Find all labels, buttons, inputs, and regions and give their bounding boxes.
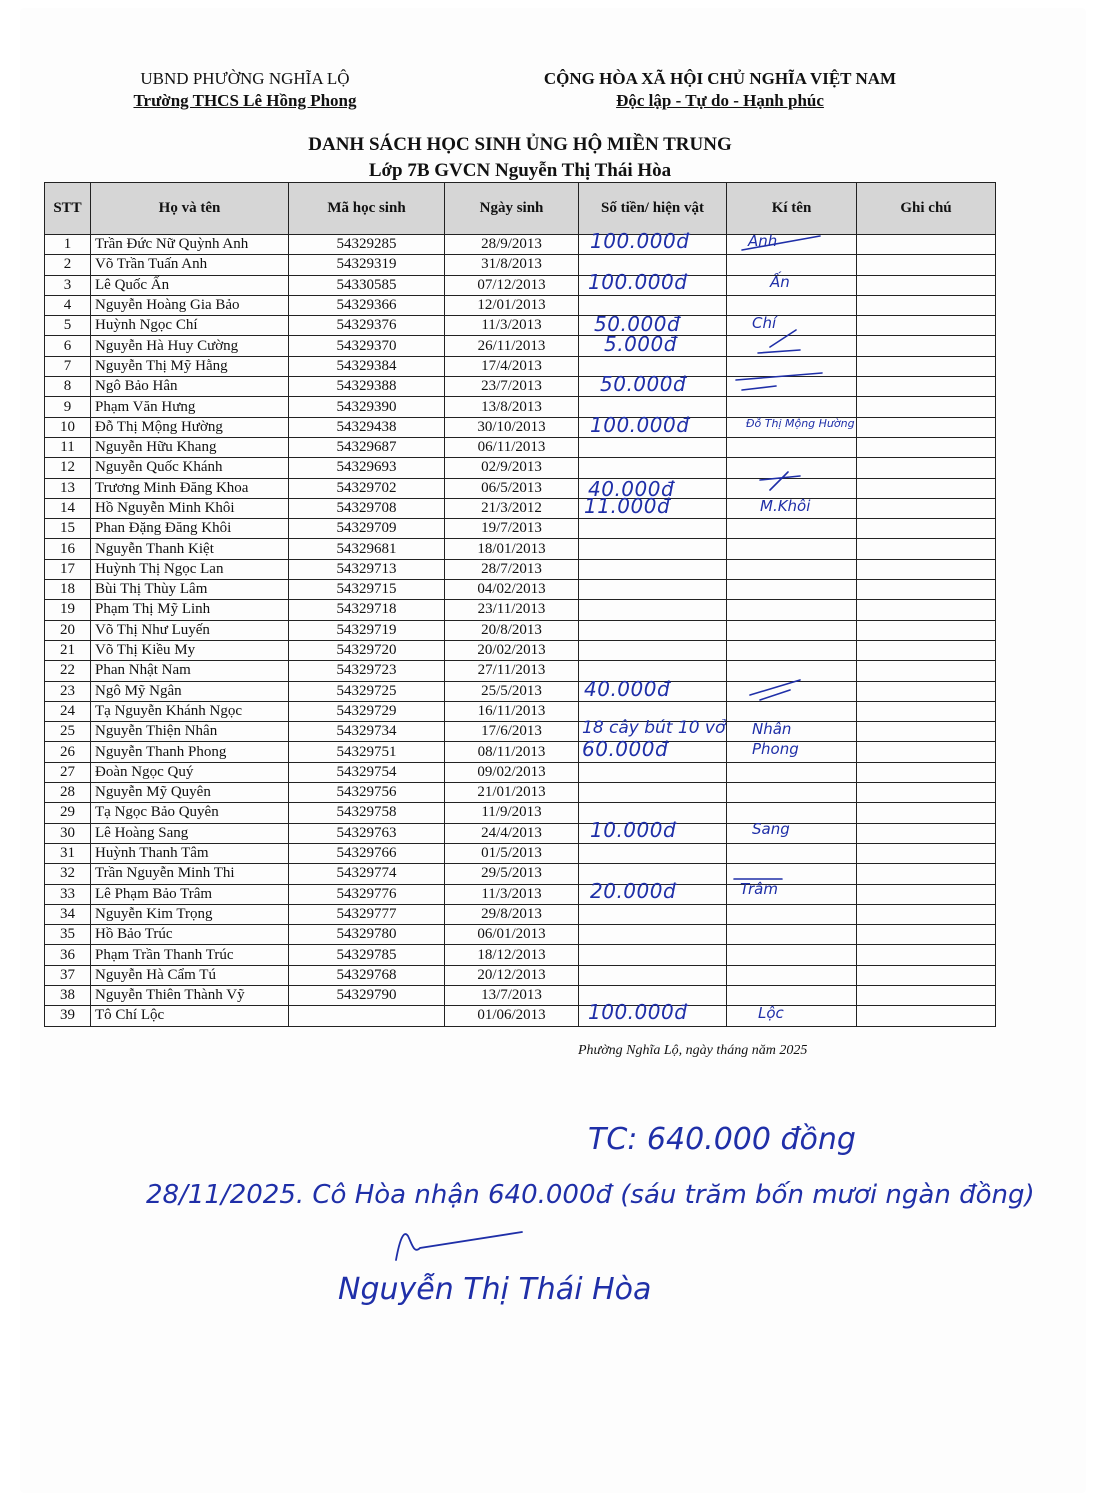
- row-birthdate: 12/01/2013: [445, 295, 579, 315]
- row-name: Tạ Nguyễn Khánh Ngọc: [91, 701, 289, 721]
- row-stt: 3: [45, 275, 91, 295]
- row-birthdate: 18/01/2013: [445, 539, 579, 559]
- row-name: Lê Quốc Ấn: [91, 275, 289, 295]
- row-name: Trần Đức Nữ Quỳnh Anh: [91, 235, 289, 255]
- row-name: Huỳnh Thị Ngọc Lan: [91, 559, 289, 579]
- row-name: Nguyễn Hữu Khang: [91, 437, 289, 457]
- row-name: Phạm Trần Thanh Trúc: [91, 945, 289, 965]
- row-student-id: 54329734: [289, 722, 445, 742]
- row-name: Trương Minh Đăng Khoa: [91, 478, 289, 498]
- handwritten-signature: Sang: [752, 820, 790, 838]
- row-birthdate: 28/7/2013: [445, 559, 579, 579]
- row-student-id: 54329709: [289, 519, 445, 539]
- row-name: Tạ Ngọc Bảo Quyên: [91, 803, 289, 823]
- row-student-id: 54329754: [289, 762, 445, 782]
- handwritten-amount: 5.000đ: [604, 332, 677, 356]
- row-stt: 29: [45, 803, 91, 823]
- row-name: Phan Nhật Nam: [91, 661, 289, 681]
- row-stt: 12: [45, 458, 91, 478]
- row-stt: 31: [45, 843, 91, 863]
- row-student-id: 54329715: [289, 580, 445, 600]
- row-student-id: 54329693: [289, 458, 445, 478]
- col-header-signature: Kí tên: [727, 183, 857, 235]
- row-name: Nguyễn Mỹ Quyên: [91, 783, 289, 803]
- row-stt: 20: [45, 620, 91, 640]
- row-student-id: 54329376: [289, 316, 445, 336]
- row-birthdate: 21/01/2013: [445, 783, 579, 803]
- row-name: Huỳnh Thanh Tâm: [91, 843, 289, 863]
- motto: Độc lập - Tự do - Hạnh phúc: [616, 91, 824, 110]
- row-birthdate: 30/10/2013: [445, 417, 579, 437]
- title-class: Lớp 7B GVCN Nguyễn Thị Thái Hòa: [368, 160, 672, 181]
- row-stt: 24: [45, 701, 91, 721]
- row-name: Hồ Bảo Trúc: [91, 925, 289, 945]
- row-student-id: 54329285: [289, 235, 445, 255]
- row-stt: 33: [45, 884, 91, 904]
- row-student-id: 54329681: [289, 539, 445, 559]
- row-name: Lê Phạm Bảo Trâm: [91, 884, 289, 904]
- row-stt: 26: [45, 742, 91, 762]
- row-student-id: 54329702: [289, 478, 445, 498]
- school-name: Trường THCS Lê Hồng Phong: [133, 91, 357, 110]
- row-stt: 15: [45, 519, 91, 539]
- row-student-id: 54329388: [289, 377, 445, 397]
- handwritten-amount: 20.000đ: [590, 879, 677, 903]
- row-stt: 17: [45, 559, 91, 579]
- row-student-id: 54329766: [289, 843, 445, 863]
- handwritten-amount: 18 cây bút 10 vở: [582, 718, 726, 738]
- handwritten-receipt-note: 28/11/2025. Cô Hòa nhận 640.000đ (sáu trăm bốn mươi ngàn đồng): [146, 1180, 1035, 1210]
- row-stt: 30: [45, 823, 91, 843]
- row-stt: 36: [45, 945, 91, 965]
- row-stt: 2: [45, 255, 91, 275]
- col-header-student-id: Mã học sinh: [289, 183, 445, 235]
- row-student-id: 54329720: [289, 640, 445, 660]
- col-header-stt: STT: [45, 183, 91, 235]
- row-stt: 7: [45, 356, 91, 376]
- col-header-amount: Số tiền/ hiện vật: [579, 183, 727, 235]
- row-stt: 5: [45, 316, 91, 336]
- handwritten-amount: 100.000đ: [588, 270, 688, 294]
- row-name: Nguyễn Quốc Khánh: [91, 458, 289, 478]
- handwritten-signature: Phong: [752, 740, 799, 758]
- authority-name: UBND PHƯỜNG NGHĨA LỘ: [140, 69, 350, 88]
- row-stt: 8: [45, 377, 91, 397]
- country-name: CỘNG HÒA XÃ HỘI CHỦ NGHĨA VIỆT NAM: [543, 69, 897, 88]
- row-birthdate: 20/12/2013: [445, 965, 579, 985]
- row-stt: 28: [45, 783, 91, 803]
- row-name: Đoàn Ngọc Quý: [91, 762, 289, 782]
- handwritten-signature: Anh: [748, 232, 778, 250]
- row-birthdate: 18/12/2013: [445, 945, 579, 965]
- row-birthdate: 26/11/2013: [445, 336, 579, 356]
- handwritten-signature: Chí: [752, 314, 777, 332]
- row-birthdate: 25/5/2013: [445, 681, 579, 701]
- row-birthdate: 01/5/2013: [445, 843, 579, 863]
- row-name: Võ Trần Tuấn Anh: [91, 255, 289, 275]
- row-student-id: 54329708: [289, 498, 445, 518]
- row-birthdate: 07/12/2013: [445, 275, 579, 295]
- handwritten-amount: 60.000đ: [582, 737, 669, 761]
- row-name: Ngô Bảo Hân: [91, 377, 289, 397]
- handwritten-signature: Trâm: [740, 880, 778, 898]
- row-name: Võ Thị Kiều My: [91, 640, 289, 660]
- row-birthdate: 19/7/2013: [445, 519, 579, 539]
- handwritten-signer-name: Nguyễn Thị Thái Hòa: [338, 1272, 652, 1307]
- row-student-id: 54329751: [289, 742, 445, 762]
- row-birthdate: 29/5/2013: [445, 864, 579, 884]
- row-name: Bùi Thị Thùy Lâm: [91, 580, 289, 600]
- row-birthdate: 16/11/2013: [445, 701, 579, 721]
- row-student-id: 54329723: [289, 661, 445, 681]
- row-birthdate: 24/4/2013: [445, 823, 579, 843]
- row-student-id: 54329438: [289, 417, 445, 437]
- handwritten-signature: M.Khôi: [760, 497, 811, 515]
- handwritten-total: TC: 640.000 đồng: [588, 1122, 856, 1157]
- row-student-id: 54329713: [289, 559, 445, 579]
- row-stt: 34: [45, 904, 91, 924]
- row-birthdate: 27/11/2013: [445, 661, 579, 681]
- row-birthdate: 13/8/2013: [445, 397, 579, 417]
- handwritten-signature: Ấn: [770, 273, 790, 291]
- row-name: Tô Chí Lộc: [91, 1006, 289, 1026]
- row-name: Trần Nguyễn Minh Thi: [91, 864, 289, 884]
- row-name: Ngô Mỹ Ngân: [91, 681, 289, 701]
- handwritten-signature: Nhân: [752, 720, 792, 738]
- handwritten-signature: Lộc: [758, 1004, 784, 1022]
- row-stt: 9: [45, 397, 91, 417]
- row-name: Nguyễn Thị Mỹ Hằng: [91, 356, 289, 376]
- row-stt: 27: [45, 762, 91, 782]
- row-student-id: 54329785: [289, 945, 445, 965]
- row-student-id: 54329790: [289, 985, 445, 1005]
- row-birthdate: 20/8/2013: [445, 620, 579, 640]
- row-birthdate: 11/3/2013: [445, 884, 579, 904]
- row-stt: 18: [45, 580, 91, 600]
- row-birthdate: 17/6/2013: [445, 722, 579, 742]
- row-stt: 1: [45, 235, 91, 255]
- row-birthdate: 02/9/2013: [445, 458, 579, 478]
- row-stt: 14: [45, 498, 91, 518]
- row-student-id: 54329370: [289, 336, 445, 356]
- row-student-id: 54329768: [289, 965, 445, 985]
- row-birthdate: 28/9/2013: [445, 235, 579, 255]
- row-stt: 38: [45, 985, 91, 1005]
- row-student-id: 54329718: [289, 600, 445, 620]
- row-student-id: 54329763: [289, 823, 445, 843]
- row-name: Nguyễn Thiện Nhân: [91, 722, 289, 742]
- row-student-id: 54329366: [289, 295, 445, 315]
- row-name: Huỳnh Ngọc Chí: [91, 316, 289, 336]
- row-birthdate: 23/11/2013: [445, 600, 579, 620]
- row-name: Nguyễn Kim Trọng: [91, 904, 289, 924]
- row-birthdate: 11/9/2013: [445, 803, 579, 823]
- row-name: Nguyễn Thanh Kiệt: [91, 539, 289, 559]
- row-stt: 25: [45, 722, 91, 742]
- col-header-notes: Ghi chú: [857, 183, 996, 235]
- place-date-line: Phường Nghĩa Lộ, ngày tháng năm 2025: [578, 1043, 808, 1058]
- row-stt: 4: [45, 295, 91, 315]
- row-student-id: 54329687: [289, 437, 445, 457]
- row-birthdate: 09/02/2013: [445, 762, 579, 782]
- row-student-id: 54329319: [289, 255, 445, 275]
- row-student-id: 54330585: [289, 275, 445, 295]
- row-stt: 22: [45, 661, 91, 681]
- row-stt: 10: [45, 417, 91, 437]
- row-birthdate: 23/7/2013: [445, 377, 579, 397]
- row-birthdate: 20/02/2013: [445, 640, 579, 660]
- row-stt: 11: [45, 437, 91, 457]
- handwritten-amount: 40.000đ: [588, 477, 675, 501]
- row-student-id: 54329774: [289, 864, 445, 884]
- row-name: Lê Hoàng Sang: [91, 823, 289, 843]
- handwritten-amount: 50.000đ: [600, 372, 687, 396]
- row-student-id: 54329390: [289, 397, 445, 417]
- row-stt: 6: [45, 336, 91, 356]
- row-birthdate: 06/01/2013: [445, 925, 579, 945]
- row-student-id: 54329756: [289, 783, 445, 803]
- row-birthdate: 08/11/2013: [445, 742, 579, 762]
- row-name: Nguyễn Thanh Phong: [91, 742, 289, 762]
- row-stt: 19: [45, 600, 91, 620]
- row-name: Phạm Văn Hưng: [91, 397, 289, 417]
- row-birthdate: 06/5/2013: [445, 478, 579, 498]
- handwritten-amount: 100.000đ: [590, 229, 690, 253]
- title-main: DANH SÁCH HỌC SINH ỦNG HỘ MIỀN TRUNG: [308, 134, 732, 155]
- row-name: Hồ Nguyễn Minh Khôi: [91, 498, 289, 518]
- row-name: Nguyễn Hà Cẩm Tú: [91, 965, 289, 985]
- handwritten-amount: 50.000đ: [594, 312, 681, 336]
- handwritten-amount: 11.000đ: [584, 494, 671, 518]
- row-student-id: 54329729: [289, 701, 445, 721]
- row-name: Phan Đặng Đăng Khôi: [91, 519, 289, 539]
- handwritten-amount: 100.000đ: [590, 413, 690, 437]
- handwritten-amount: 10.000đ: [590, 818, 677, 842]
- row-name: Phạm Thị Mỹ Linh: [91, 600, 289, 620]
- handwritten-amount: 100.000đ: [588, 1000, 688, 1024]
- row-birthdate: 13/7/2013: [445, 985, 579, 1005]
- handwritten-signature: Đỗ Thị Mộng Hường: [746, 417, 855, 430]
- row-student-id: 54329384: [289, 356, 445, 376]
- handwritten-signature-mark: [390, 1226, 530, 1266]
- row-birthdate: 31/8/2013: [445, 255, 579, 275]
- row-stt: 16: [45, 539, 91, 559]
- row-student-id: 54329777: [289, 904, 445, 924]
- row-birthdate: 21/3/2012: [445, 498, 579, 518]
- col-header-birthdate: Ngày sinh: [445, 183, 579, 235]
- row-name: Đỗ Thị Mộng Hường: [91, 417, 289, 437]
- row-student-id: 54329758: [289, 803, 445, 823]
- row-birthdate: 17/4/2013: [445, 356, 579, 376]
- row-stt: 35: [45, 925, 91, 945]
- row-stt: 32: [45, 864, 91, 884]
- col-header-name: Họ và tên: [91, 183, 289, 235]
- row-stt: 23: [45, 681, 91, 701]
- row-stt: 39: [45, 1006, 91, 1026]
- row-student-id: 54329780: [289, 925, 445, 945]
- row-birthdate: 06/11/2013: [445, 437, 579, 457]
- row-birthdate: 11/3/2013: [445, 316, 579, 336]
- row-name: Nguyễn Hoàng Gia Bảo: [91, 295, 289, 315]
- row-student-id: 54329776: [289, 884, 445, 904]
- row-name: Nguyễn Thiên Thành Vỹ: [91, 985, 289, 1005]
- row-student-id: 54329719: [289, 620, 445, 640]
- row-name: Võ Thị Như Luyến: [91, 620, 289, 640]
- row-name: Nguyễn Hà Huy Cường: [91, 336, 289, 356]
- row-stt: 37: [45, 965, 91, 985]
- row-birthdate: 04/02/2013: [445, 580, 579, 600]
- row-stt: 13: [45, 478, 91, 498]
- row-student-id: 54329725: [289, 681, 445, 701]
- handwritten-amount: 40.000đ: [584, 677, 671, 701]
- row-stt: 21: [45, 640, 91, 660]
- row-birthdate: 01/06/2013: [445, 1006, 579, 1026]
- row-birthdate: 29/8/2013: [445, 904, 579, 924]
